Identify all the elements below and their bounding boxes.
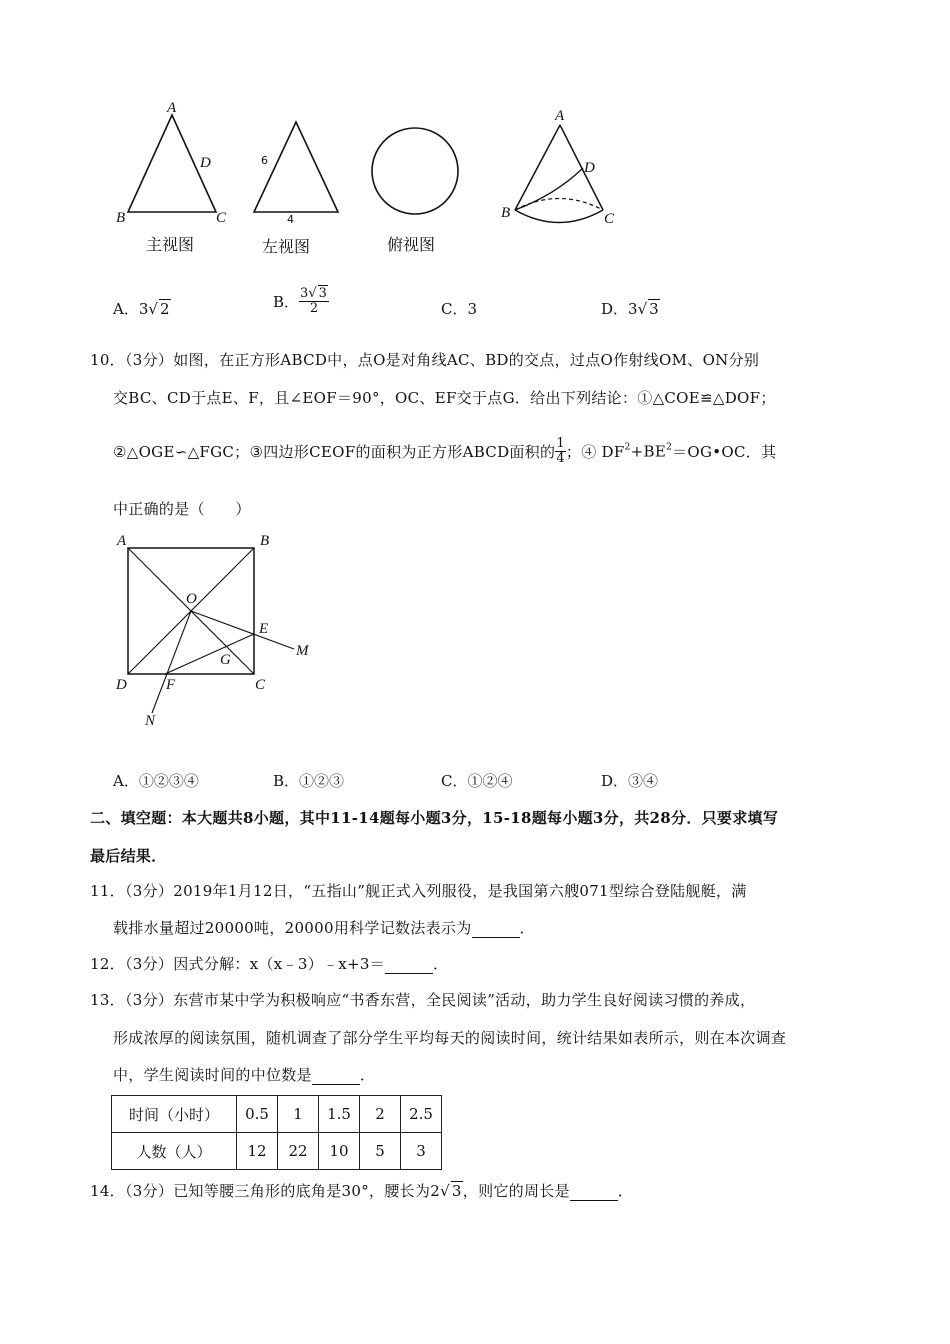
q10-option-C[interactable]: C．①②④ (441, 772, 513, 790)
q13-answer-blank[interactable] (312, 1070, 360, 1085)
q9-option-A[interactable]: A．3√ 2 (113, 300, 170, 318)
front-label-B: B (116, 210, 126, 226)
q10-option-D[interactable]: D．③④ (601, 772, 659, 790)
q10-line3 (113, 437, 776, 466)
q9-option-B-fraction: $\frac{3√ 3}{2}$ (300, 286, 327, 316)
section2-heading-line2: 最后结果． (90, 847, 167, 865)
cone-path-BD (515, 168, 583, 210)
q10-line3d: ＝OG•OC．其 (672, 443, 777, 461)
table-cell: 10 (319, 1133, 360, 1170)
table-cell: 5 (360, 1133, 401, 1170)
q9-option-A-radicand: 2 (159, 300, 170, 318)
cone-label-B: B (501, 205, 511, 221)
q12-end: ． (433, 955, 449, 973)
q9-option-D-radicand: 3 (649, 300, 659, 318)
table-cell: 2.5 (401, 1096, 442, 1133)
table-cell: 12 (237, 1133, 278, 1170)
q12-text: 12．（3分）因式分解：x（x﹣3）﹣x+3＝ (90, 955, 386, 973)
q10-line1: 10．（3分）如图，在正方形ABCD中，点O是对角线AC、BD的交点，过点O作射线OM、ON分别 (90, 351, 760, 369)
table-cell: 22 (278, 1133, 319, 1170)
q10-sup-2: 2 (666, 442, 673, 453)
ray-ON (152, 611, 191, 713)
side-view-label: 左视图 (262, 237, 311, 256)
q13-table (111, 1095, 442, 1170)
q13-end: ． (359, 1066, 376, 1084)
q9-option-D-text: D．3 (601, 300, 638, 318)
q10-line2: 交BC、CD于点E、F，且∠EOF＝90°，OC、EF交于点G．给出下列结论：①△COE≌△DOF； (113, 389, 776, 407)
section2-heading-line1: 二、填空题：本大题共8小题，其中11-14题每小题3分，15-18题每小题3分，共28分．只要求填写 (90, 809, 779, 827)
q14-text-a: 14．（3分）已知等腰三角形的底角是30°，腰长为2 (90, 1182, 441, 1200)
q11-line2 (113, 917, 535, 938)
q10-label-O: O (186, 591, 197, 607)
top-view-label: 俯视图 (387, 235, 436, 254)
q14-text-b: ，则它的周长是 (462, 1182, 570, 1200)
table-cell: 1 (278, 1096, 319, 1133)
cone-right-edge (560, 125, 603, 210)
q10-option-B[interactable]: B．①②③ (273, 772, 345, 790)
segment-EF (165, 634, 254, 674)
q9-option-C[interactable] (441, 298, 477, 319)
q14-answer-blank[interactable] (570, 1186, 618, 1201)
cone-base-front (515, 210, 603, 223)
top-view-circle (372, 128, 458, 214)
q10-label-A: A (117, 533, 127, 549)
q10-label-M: M (296, 643, 309, 659)
front-label-A: A (167, 100, 177, 116)
q9-option-B-radicand: 3 (318, 286, 327, 301)
q10-label-E: E (259, 621, 269, 637)
q9-option-B-text: B． (273, 293, 300, 311)
table-cell: 1.5 (319, 1096, 360, 1133)
q9-option-A-text: A．3 (113, 300, 149, 318)
q13-line3-text: 中，学生阅读时间的中位数是 (113, 1066, 312, 1084)
cone-label-A: A (555, 108, 565, 124)
front-label-C: C (216, 210, 227, 226)
q12-line (90, 953, 448, 974)
q10-label-D: D (116, 677, 127, 693)
q14-line: 14．（3分）已知等腰三角形的底角是30°，腰长为2√ 3，则它的周长是 ． (90, 1182, 634, 1200)
q13-line1: 13．（3分）东营市某中学为积极响应“书香东营，全民阅读”活动，助力学生良好阅读习惯的养成， (90, 991, 756, 1009)
q13-line2: 形成浓厚的阅读氛围，随机调查了部分学生平均每天的阅读时间，统计结果如表所示，则在本次调查 (113, 1029, 787, 1047)
front-view-label: 主视图 (146, 235, 195, 254)
front-label-D: D (200, 155, 211, 171)
q9-option-B[interactable] (273, 287, 329, 316)
q10-label-G: G (220, 652, 231, 668)
q10-option-A[interactable]: A．①②③④ (113, 772, 199, 790)
table-cell: 3 (401, 1133, 442, 1170)
q14-radicand: 3 (451, 1182, 462, 1200)
q10-frac-num: 1 (556, 436, 565, 451)
q9-option-B-coef: 3 (300, 286, 309, 301)
table-cell: 人数（人） (112, 1133, 237, 1170)
q10-label-B: B (260, 533, 270, 549)
q10-label-N: N (145, 713, 156, 729)
q11-line1: 11．（3分）2019年1月12日，“五指山”舰正式入列服役，是我国第六艘071型综合登陆舰艇，满 (90, 882, 747, 900)
q10-square-figure (0, 530, 400, 740)
q9-option-C-text: C．3 (441, 300, 478, 318)
q9-option-B-denominator: 2 (309, 301, 319, 316)
q10-fraction (555, 437, 566, 466)
q10-sup-1: 2 (624, 442, 631, 453)
q10-line3b: ；④ DF (565, 443, 625, 461)
table-cell: 2 (360, 1096, 401, 1133)
side-length-6: 6 (261, 154, 268, 167)
cone-label-C: C (604, 211, 615, 227)
q12-answer-blank[interactable] (385, 959, 433, 974)
ray-OM (191, 611, 294, 649)
q11-answer-blank[interactable] (472, 923, 520, 938)
cone-label-D: D (584, 160, 595, 176)
table-cell: 时间（小时） (112, 1096, 237, 1133)
q11-line2-text: 载排水量超过20000吨，20000用科学记数法表示为 (113, 919, 472, 937)
q10-line4: 中正确的是（ ） (113, 500, 251, 518)
q11-end: ． (519, 919, 535, 937)
cone-left-edge (515, 125, 560, 210)
q9-figures (0, 95, 950, 255)
side-length-4: 4 (287, 213, 294, 226)
table-cell: 0.5 (237, 1096, 278, 1133)
table-row (112, 1133, 442, 1170)
q10-line3a: ②△OGE∽△FGC；③四边形CEOF的面积为正方形ABCD面积的 (113, 443, 556, 461)
q10-label-C: C (255, 677, 266, 693)
side-view-triangle (254, 122, 338, 212)
q13-line3 (113, 1064, 375, 1085)
q14-end: ． (617, 1182, 634, 1200)
q10-label-F: F (166, 677, 176, 693)
q9-option-D[interactable]: D．3√ 3 (601, 300, 659, 318)
q10-frac-den: 4 (556, 451, 565, 466)
q10-line3c: +BE (630, 442, 667, 461)
table-row (112, 1096, 442, 1133)
